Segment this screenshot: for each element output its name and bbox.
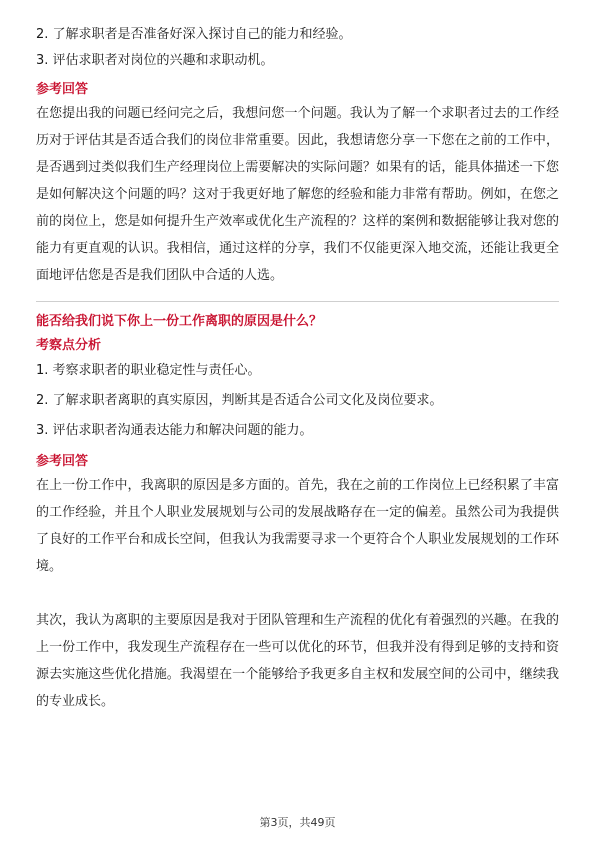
answer-paragraph: 其次，我认为离职的主要原因是我对于团队管理和生产流程的优化有着强烈的兴趣。在我的上一份工作中，我发现生产流程存在一些可以优化的环节，但我并没有得到足够的支持和资源去实施这些优化措施。我渴望在一个能够给予我更多自主权和发展空间的公司中，继续我的专业成长。 bbox=[36, 613, 559, 709]
question-heading: 能否给我们说下你上一份工作离职的原因是什么？ bbox=[36, 314, 323, 329]
answer-label: 参考回答 bbox=[36, 454, 89, 469]
list-item: 3. 评估求职者沟通表达能力和解决问题的能力。 bbox=[36, 423, 313, 438]
page-number: 第3页，共49页 bbox=[259, 816, 336, 829]
list-item: 1. 考察求职者的职业稳定性与责任心。 bbox=[36, 363, 261, 378]
answer-paragraph: 在您提出我的问题已经问完之后，我想问您一个问题。我认为了解一个求职者过去的工作经历对于评估其是否适合我们的岗位非常重要。因此，我想请您分享一下您在之前的工作中，是否遇到过类似我们生产经理岗位上需要解决的实际问题？如果有的话，能具体描述一下您是如何解决这个问题的吗？这对于我更好地了解您的经验和能力非常有帮助。例如，在您之前的岗位上，您是如何提升生产效率或优化生产流程的？这样的案例和数据能够让我对您的能力有更直观的认识。我相信，通过这样的分享，我们不仅能更深入地交流，还能让我更全面地评估您是否是我们团队中合适的人选。 bbox=[36, 106, 559, 283]
document-page bbox=[36, 22, 559, 715]
analysis-label: 考察点分析 bbox=[36, 338, 102, 353]
section-divider bbox=[36, 301, 559, 302]
answer-label: 参考回答 bbox=[36, 82, 89, 97]
list-item: 2. 了解求职者是否准备好深入探讨自己的能力和经验。 bbox=[36, 27, 352, 42]
list-item: 3. 评估求职者对岗位的兴趣和求职动机。 bbox=[36, 53, 274, 68]
answer-paragraph: 在上一份工作中，我离职的原因是多方面的。首先，我在之前的工作岗位上已经积累了丰富的工作经验，并且个人职业发展规划与公司的发展战略存在一定的偏差。虽然公司为我提供了良好的工作平台和成长空间，但我认为我需要寻求一个更符合个人职业发展规划的工作环境。 bbox=[36, 478, 559, 574]
list-item: 2. 了解求职者离职的真实原因，判断其是否适合公司文化及岗位要求。 bbox=[36, 393, 443, 408]
